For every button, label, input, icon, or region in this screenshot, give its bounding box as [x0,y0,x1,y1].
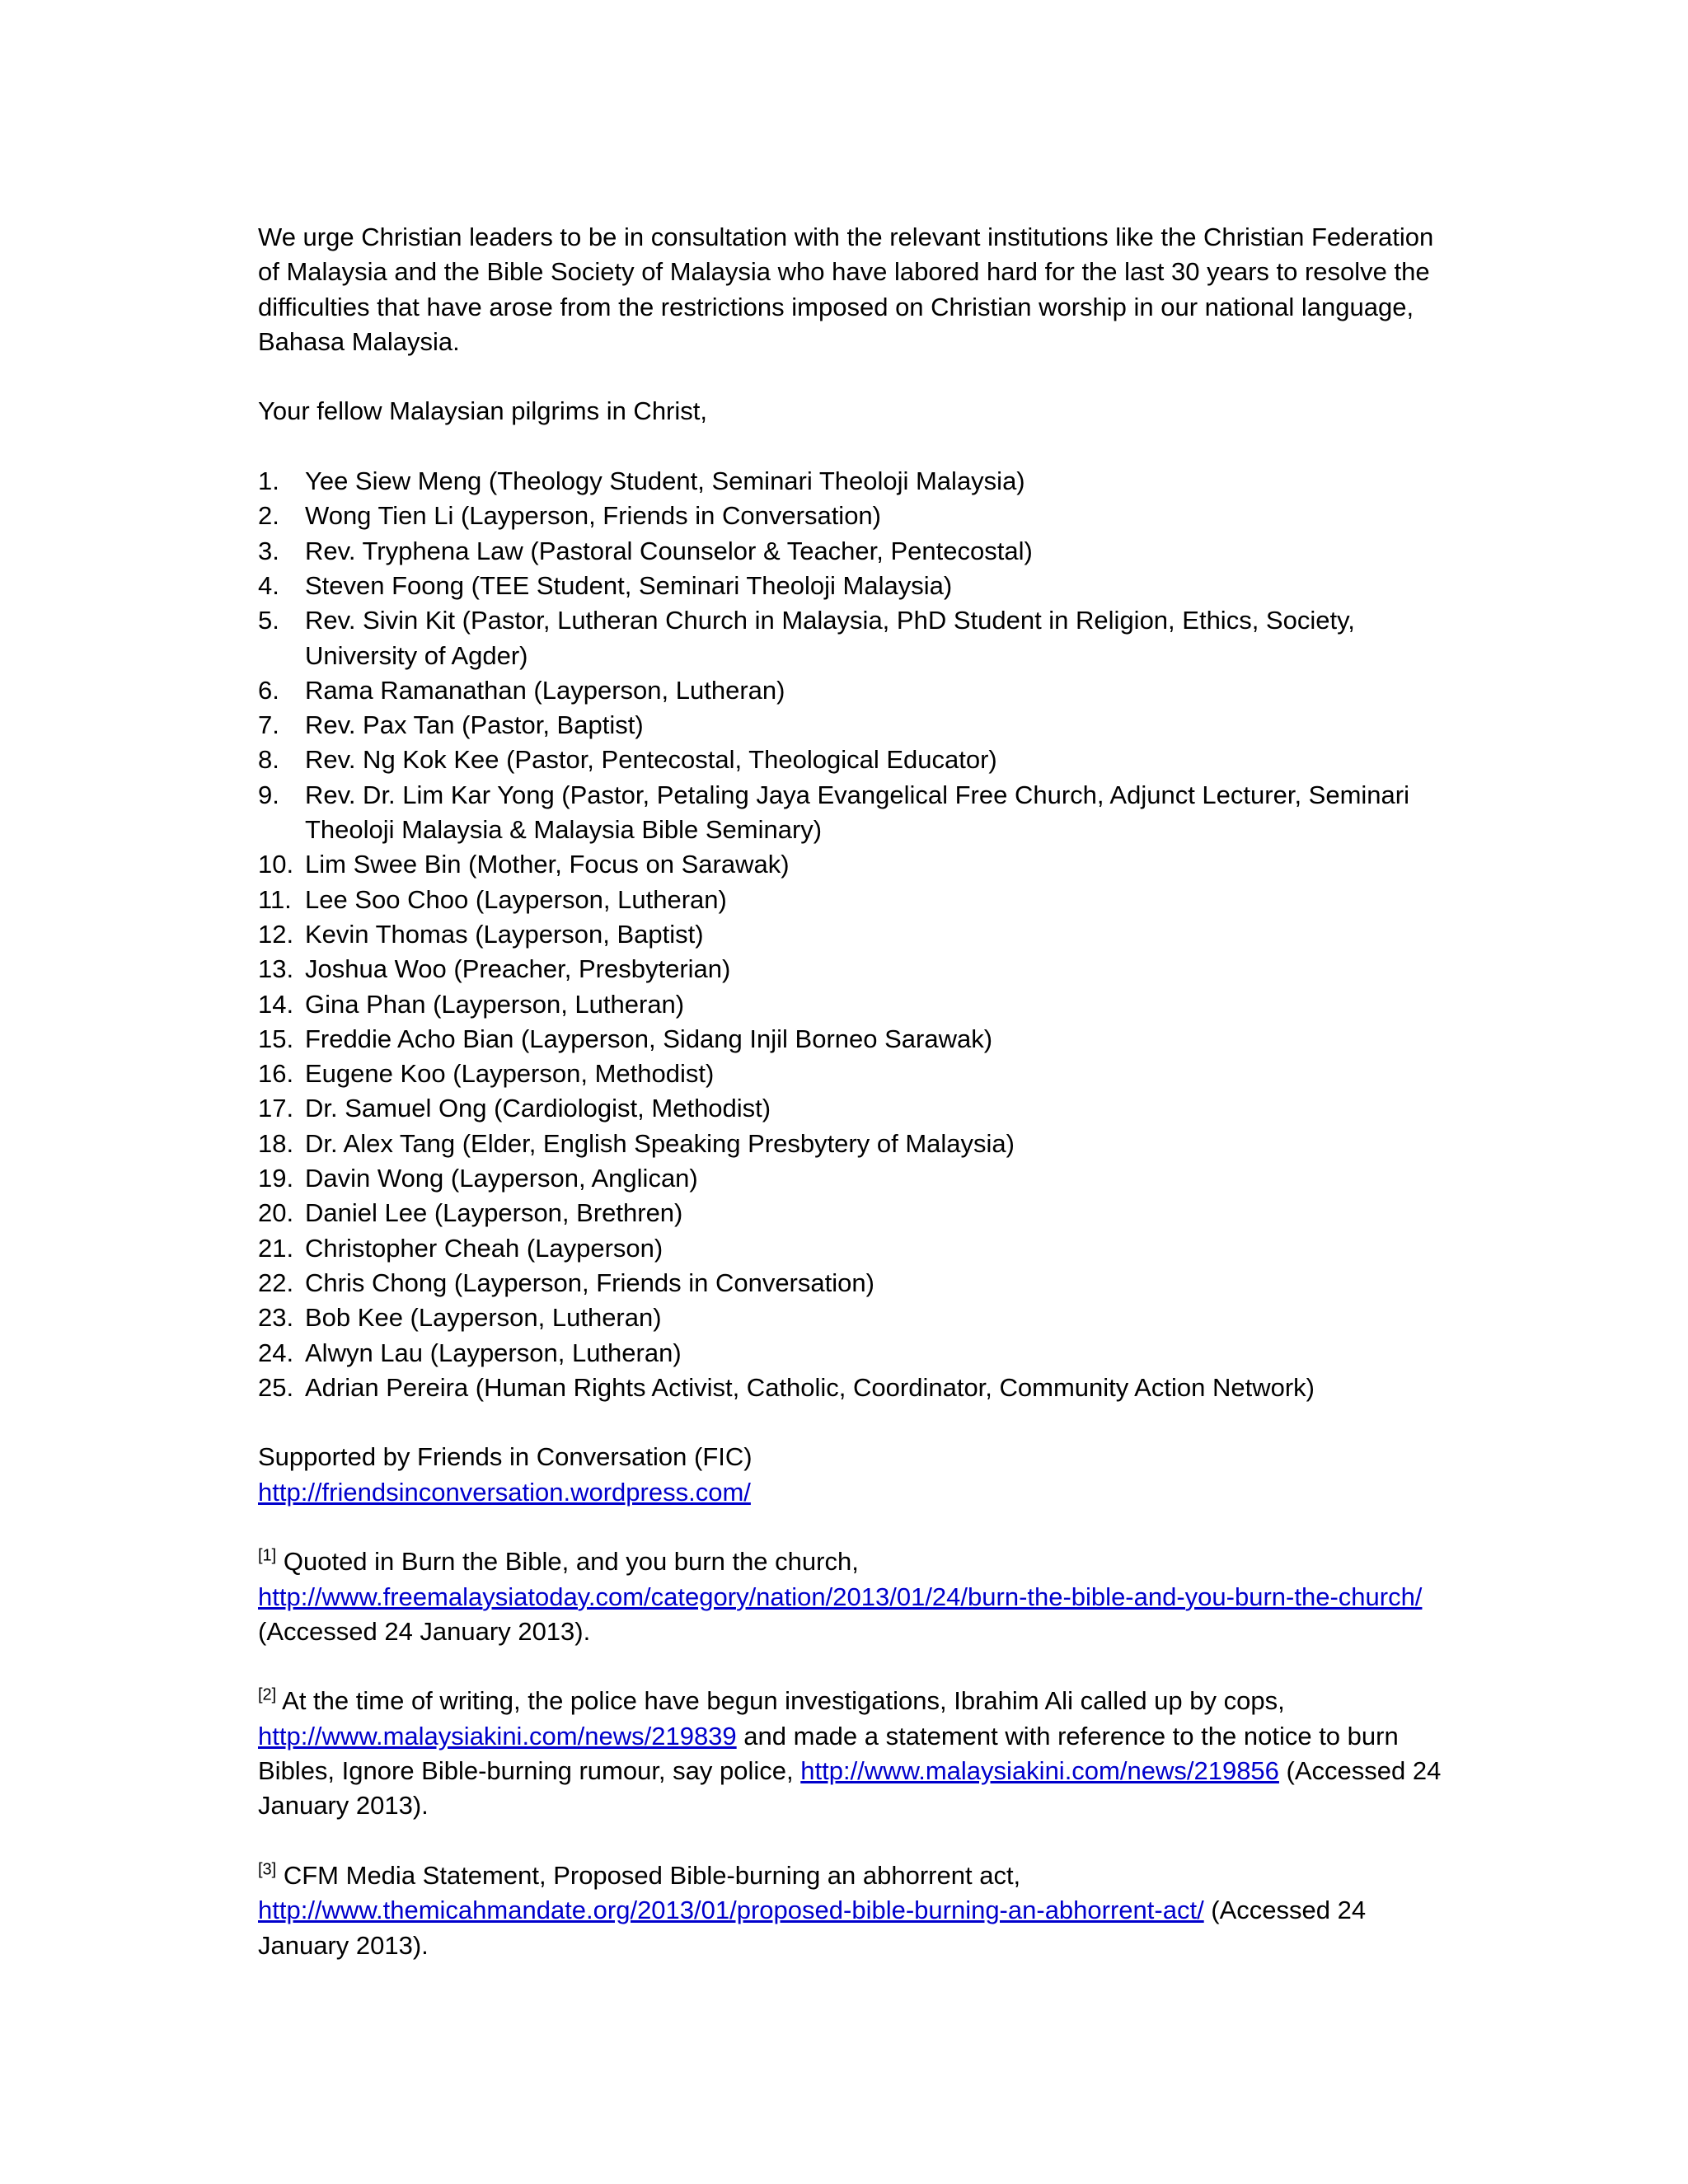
footnote-marker: [1] [258,1546,277,1565]
list-number: 24. [258,1338,294,1367]
signatory-text: Dr. Samuel Ong (Cardiologist, Methodist) [305,1094,771,1123]
list-number: 17. [258,1094,294,1123]
footnote-marker: [2] [258,1686,277,1705]
list-number: 4. [258,570,279,600]
list-item [258,1196,1445,1230]
footnote-text: At the time of writing, the police have begun investigations, Ibrahim Ali called up by cops, [276,1686,1285,1716]
list-item [258,1127,1445,1161]
list-item [258,1266,1445,1301]
list-number: 2. [258,501,279,531]
list-item [258,499,1445,533]
signatory-text: Chris Chong (Layperson, Friends in Conversation) [305,1268,874,1297]
list-number: 11. [258,884,292,914]
paragraph-gap [258,429,1445,464]
list-item [258,569,1445,603]
list-number: 20. [258,1198,294,1228]
list-item [258,987,1445,1022]
signatory-text: Rev. Dr. Lim Kar Yong (Pastor, Petaling Jaya Evangelical Free Church, Adjunct Lecturer, Seminari Theoloji Malaysia & Malaysia Bible Seminary) [305,780,1409,845]
list-number: 1. [258,466,279,496]
list-item [258,883,1445,917]
list-number: 21. [258,1233,294,1263]
list-item [258,673,1445,708]
list-item [258,1231,1445,1266]
signatory-text: Yee Siew Meng (Theology Student, Seminari Theoloji Malaysia) [305,466,1025,496]
paragraph-gap [258,359,1445,394]
list-number: 14. [258,989,294,1019]
signatory-text: Wong Tien Li (Layperson, Friends in Conversation) [305,501,881,531]
footnote-1 [258,1544,1445,1649]
signatory-text: Davin Wong (Layperson, Anglican) [305,1164,698,1193]
footnote-link[interactable]: http://www.malaysiakini.com/news/219856 [800,1756,1279,1786]
signatory-text: Eugene Koo (Layperson, Methodist) [305,1059,715,1089]
footnote-text: CFM Media Statement, Proposed Bible-burning an abhorrent act, [276,1860,1021,1890]
signatory-text: Kevin Thomas (Layperson, Baptist) [305,919,704,949]
list-item [258,534,1445,569]
signatory-text: Rev. Pax Tan (Pastor, Baptist) [305,710,644,740]
list-number: 5. [258,606,279,635]
list-item [258,464,1445,499]
list-item [258,1022,1445,1057]
signatory-text: Rev. Ng Kok Kee (Pastor, Pentecostal, Theological Educator) [305,745,997,775]
list-item [258,1057,1445,1091]
signatory-text: Christopher Cheah (Layperson) [305,1233,663,1263]
list-item [258,917,1445,952]
document-page [258,220,1445,1963]
signatory-text: Lim Swee Bin (Mother, Focus on Sarawak) [305,850,790,879]
list-item [258,603,1445,673]
signatory-text: Dr. Alex Tang (Elder, English Speaking Presbytery of Malaysia) [305,1128,1015,1158]
footnote-2 [258,1684,1445,1823]
footnote-link[interactable]: http://www.malaysiakini.com/news/219839 [258,1721,737,1750]
list-number: 25. [258,1372,294,1402]
signatory-list [258,464,1445,1405]
list-number: 13. [258,954,294,984]
support-link-line [258,1475,1445,1510]
signatory-text: Lee Soo Choo (Layperson, Lutheran) [305,884,727,914]
footnote-text: Quoted in Burn the Bible, and you burn the church, [276,1547,859,1577]
closing-line: Your fellow Malaysian pilgrims in Christ, [258,396,707,426]
signatory-text: Gina Phan (Layperson, Lutheran) [305,989,685,1019]
list-number: 9. [258,780,279,809]
signatory-text: Freddie Acho Bian (Layperson, Sidang Injil Borneo Sarawak) [305,1024,993,1053]
list-number: 15. [258,1024,294,1053]
list-number: 10. [258,850,294,879]
signatory-text: Steven Foong (TEE Student, Seminari Theoloji Malaysia) [305,570,953,600]
list-item [258,1091,1445,1126]
list-item [258,952,1445,987]
list-number: 12. [258,919,294,949]
signatory-text: Daniel Lee (Layperson, Brethren) [305,1198,683,1228]
footnote-text: (Accessed 24 January 2013). [258,1616,591,1646]
list-number: 3. [258,536,279,565]
intro-paragraph: We urge Christian leaders to be in consultation with the relevant institutions like the Christian Federation of Malaysia and the Bible Society of Malaysia who have labored hard for the last 30 years to resolve the difficulties that have arose from the restrictions imposed on Christian worship in our national language, Bahasa Malaysia. [258,223,1434,356]
list-number: 16. [258,1059,294,1089]
list-number: 19. [258,1164,294,1193]
footnote-text: (Accessed 24 January 2013). [258,1896,1367,1960]
signatory-text: Adrian Pereira (Human Rights Activist, Catholic, Coordinator, Community Action Network) [305,1372,1315,1402]
signatory-text: Bob Kee (Layperson, Lutheran) [305,1303,662,1333]
support-text: Supported by Friends in Conversation (FIC) [258,1442,753,1472]
paragraph-gap [258,1649,1445,1684]
signatory-text: Alwyn Lau (Layperson, Lutheran) [305,1338,682,1367]
signatory-text: Rev. Sivin Kit (Pastor, Lutheran Church in Malaysia, PhD Student in Religion, Ethics, Society, University of Agder) [305,606,1355,670]
list-number: 7. [258,710,279,740]
support-link[interactable]: http://friendsinconversation.wordpress.com/ [258,1477,751,1507]
list-item [258,778,1445,848]
list-item [258,1301,1445,1335]
list-item [258,847,1445,882]
list-item [258,743,1445,777]
paragraph-gap [258,1824,1445,1858]
footnote-text: and made a statement with reference to the notice to burn Bibles, Ignore Bible-burning rumour, say police, [258,1721,1399,1786]
footnote-link[interactable]: http://www.freemalaysiatoday.com/category/nation/2013/01/24/burn-the-bible-and-you-burn-the-church/ [258,1582,1423,1611]
paragraph-gap [258,1510,1445,1544]
signatory-text: Rama Ramanathan (Layperson, Lutheran) [305,675,785,705]
list-number: 18. [258,1128,294,1158]
list-item [258,1336,1445,1371]
list-item [258,708,1445,743]
footnote-3 [258,1858,1445,1963]
list-number: 8. [258,745,279,775]
signatory-text: Rev. Tryphena Law (Pastoral Counselor & Teacher, Pentecostal) [305,536,1033,565]
list-item [258,1371,1445,1405]
list-number: 23. [258,1303,294,1333]
footnote-text: (Accessed 24 January 2013). [258,1756,1442,1821]
footnote-link[interactable]: http://www.themicahmandate.org/2013/01/proposed-bible-burning-an-abhorrent-act/ [258,1896,1204,1925]
signatory-text: Joshua Woo (Preacher, Presbyterian) [305,954,731,984]
list-number: 22. [258,1268,294,1297]
paragraph-gap [258,1405,1445,1440]
list-number: 6. [258,675,279,705]
list-item [258,1161,1445,1196]
footnote-marker: [3] [258,1860,277,1879]
